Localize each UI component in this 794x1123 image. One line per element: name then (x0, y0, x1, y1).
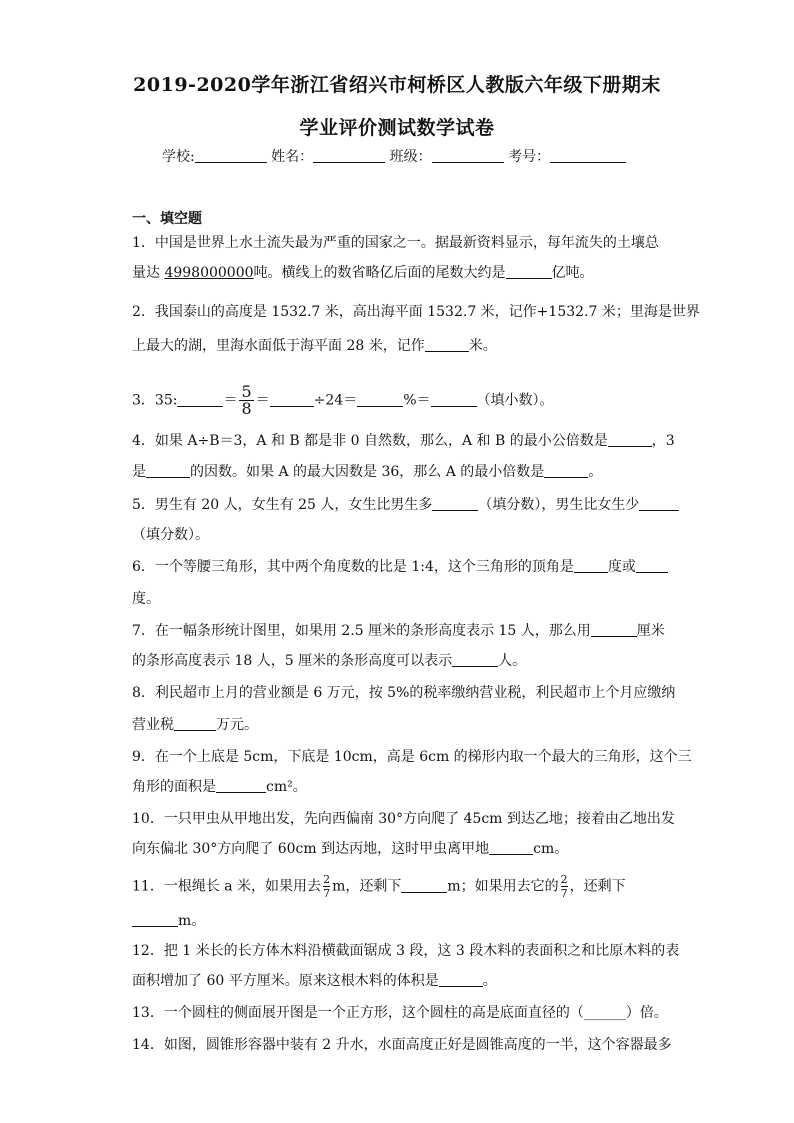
question-14-line: 14．如图，圆锥形容器中装有 2 升水，水面高度正好是圆锥高度的一半，这个容器最多 (132, 1037, 672, 1053)
question-4-line-a: 4．如果 A÷B＝3，A 和 B 都是非 0 自然数，那么，A 和 B 的最小公倍数是 ，3 (132, 433, 675, 449)
question-10-line-a: 10．一只甲虫从甲地出发，先向西偏南 30°方向爬了 45cm 到达乙地；接着由乙地出发 (132, 811, 675, 827)
answer-blank[interactable] (574, 558, 608, 573)
question-2-line-b: 上最大的湖，里海水面低于海平面 28 米，记作 米。 (132, 338, 497, 354)
question-5-line-b: （填分数）。 (132, 527, 209, 543)
answer-blank[interactable] (591, 622, 637, 637)
answer-blank[interactable] (357, 392, 403, 407)
question-2-line-a: 2．我国泰山的高度是 1532.7 米，高出海平面 1532.7 米，记作+1532.7 米；里海是世界 (132, 304, 700, 320)
question-11-line-b: m。 (132, 912, 205, 930)
name-label: 姓名： (271, 149, 314, 165)
answer-blank[interactable] (401, 878, 447, 893)
name-blank[interactable] (313, 148, 385, 163)
answer-blank[interactable] (639, 496, 679, 511)
question-3-line: 3．35: ＝ $\frac{5}{8}$ ＝ ÷24＝ %＝ （填小数）。 (132, 382, 554, 418)
question-9-line-b: 角形的面积是 cm²。 (132, 779, 307, 795)
answer-blank[interactable] (636, 558, 668, 573)
underlined-number: 4998000000 (164, 265, 254, 281)
answer-blank[interactable] (452, 652, 498, 667)
answer-blank[interactable] (216, 778, 266, 793)
school-label: 学校: (162, 149, 195, 165)
exam-title-line1: 2019-2020学年浙江省绍兴市柯桥区人教版六年级下册期末 (133, 74, 661, 96)
question-13-line: 13．一个圆柱的侧面展开图是一个正方形，这个圆柱的高是底面直径的（______）倍。 (132, 1005, 668, 1021)
question-11-line-a: 11．一根绳长 a 米，如果用去 $\frac{2}{7}$ m，还剩下 m；如果用去它的 $\frac{2}{7}$ ，还剩下 (132, 873, 626, 900)
question-5-line-a: 5．男生有 20 人，女生有 25 人，女生比男生多 （填分数），男生比女生少 (132, 496, 679, 514)
fraction-five-eighths: $\frac{5}{8}$ (241, 382, 252, 418)
question-12-line-a: 12．把 1 米长的长方体木料沿横截面锯成 3 段，这 3 段木料的表面积之和比原木料的表 (132, 943, 680, 959)
question-1-line-b: 量达 4998000000吨。横线上的数省略亿后面的尾数大约是 亿吨。 (132, 265, 594, 281)
answer-blank[interactable] (177, 392, 223, 407)
answer-blank[interactable] (544, 463, 588, 478)
question-7-line-b: 的条形高度表示 18 人，5 厘米的条形高度可以表示 人。 (132, 653, 527, 669)
answer-blank[interactable] (270, 392, 314, 407)
fraction-two-sevenths: $\frac{2}{7}$ (560, 873, 568, 900)
question-9-line-a: 9．在一个上底是 5cm，下底是 10cm，高是 6cm 的梯形内取一个最大的三角形，这个三 (132, 749, 692, 765)
class-label: 班级： (389, 149, 432, 165)
question-1-line-a: 1．中国是世界上水土流失最为严重的国家之一。据最新资料显示，每年流失的土壤总 (132, 235, 659, 251)
number-blank[interactable] (550, 148, 626, 163)
answer-blank[interactable] (439, 972, 483, 987)
question-7-line-a: 7．在一幅条形统计图里，如果用 2.5 厘米的条形高度表示 15 人，那么用 厘米 (132, 623, 665, 639)
question-8-line-b: 营业税 万元。 (132, 717, 258, 733)
answer-blank[interactable] (174, 716, 216, 731)
answer-blank[interactable] (132, 912, 178, 927)
question-8-line-a: 8．利民超市上月的营业额是 6 万元，按 5%的税率缴纳营业税，利民超市上个月应缴纳 (132, 685, 676, 701)
school-blank[interactable] (195, 148, 267, 163)
answer-blank[interactable] (425, 337, 469, 352)
fraction-two-sevenths: $\frac{2}{7}$ (323, 873, 331, 900)
question-6-line-b: 度。 (132, 591, 160, 607)
question-12-line-b: 面积增加了 60 平方厘米。原来这根木料的体积是 。 (132, 973, 497, 989)
question-6-line-a: 6．一个等腰三角形，其中两个角度数的比是 1:4，这个三角形的顶角是 度或 (132, 558, 668, 576)
answer-blank[interactable] (506, 264, 552, 279)
section-heading: 一、填空题 (132, 211, 202, 227)
class-blank[interactable] (432, 148, 504, 163)
answer-blank[interactable] (608, 432, 652, 447)
number-label: 考号： (508, 149, 551, 165)
question-10-line-b: 向东偏北 30°方向爬了 60cm 到达丙地，这时甲虫离甲地 cm。 (132, 841, 569, 857)
answer-blank[interactable] (489, 840, 533, 855)
answer-blank[interactable] (431, 392, 477, 407)
answer-blank[interactable] (146, 463, 190, 478)
student-info-row (162, 146, 626, 166)
exam-title-line2: 学业评价测试数学试卷 (299, 117, 495, 139)
question-4-line-b: 是 的因数。如果 A 的最大因数是 36，那么 A 的最小倍数是 。 (132, 464, 603, 480)
answer-blank[interactable] (432, 496, 478, 511)
